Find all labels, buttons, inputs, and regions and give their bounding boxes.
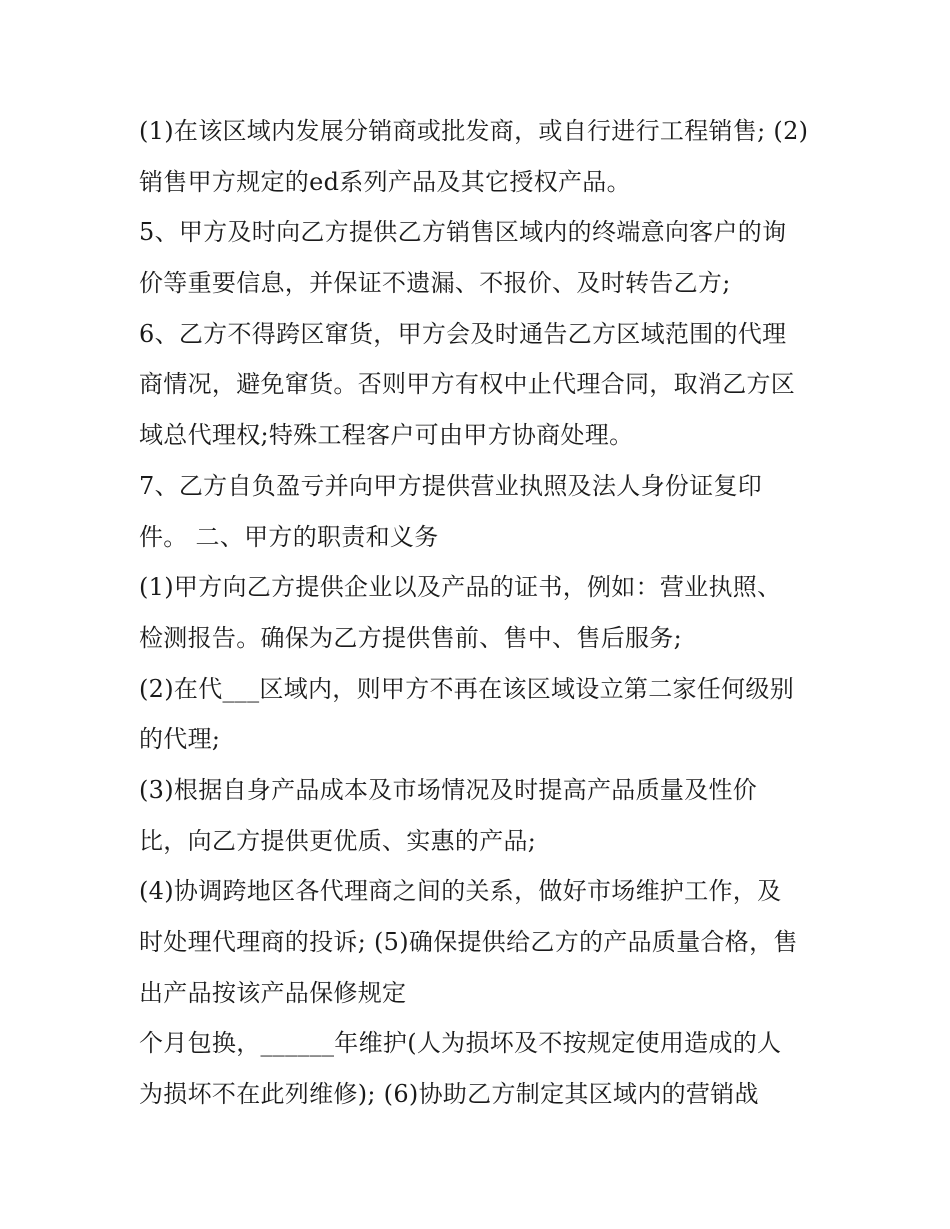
- text-line: (3)根据自身产品成本及市场情况及时提高产品质量及性价: [139, 775, 758, 804]
- text-line: 检测报告。确保为乙方提供售前、售中、售后服务;: [139, 623, 682, 652]
- text-line: 7、乙方自负盈亏并向甲方提供营业执照及法人身份证复印: [139, 471, 763, 500]
- text-line: (4)协调跨地区各代理商之间的关系，做好市场维护工作，及: [139, 877, 782, 906]
- text-line: 件。 二、甲方的职责和义务: [139, 522, 439, 551]
- text-line: 为损坏不在此列维修); (6)协助乙方制定其区域内的营销战: [139, 1080, 759, 1109]
- text-line: (1)甲方向乙方提供企业以及产品的证书，例如：营业执照、: [139, 573, 782, 602]
- text-line: 商情况，避免窜货。否则甲方有权中止代理合同，取消乙方区: [139, 370, 796, 399]
- text-line: 时处理代理商的投诉; (5)确保提供给乙方的产品质量合格，售: [139, 928, 798, 956]
- text-line: 销售甲方规定的ed系列产品及其它授权产品。: [139, 167, 631, 196]
- text-line: (2)在代___区域内，则甲方不再在该区域设立第二家任何级别: [139, 674, 794, 703]
- text-line: 域总代理权;特殊工程客户可由甲方协商处理。: [139, 421, 634, 450]
- text-line: 出产品按该产品保修规定: [139, 978, 407, 1007]
- text-line: 比，向乙方提供更优质、实惠的产品;: [139, 826, 537, 855]
- text-line: 5、甲方及时向乙方提供乙方销售区域内的终端意向客户的询: [139, 218, 787, 247]
- text-line: 个月包换，______年维护(人为损坏及不按规定使用造成的人: [139, 1029, 782, 1058]
- text-line: 6、乙方不得跨区窜货，甲方会及时通告乙方区域范围的代理: [139, 319, 787, 348]
- document-body: [139, 106, 829, 1120]
- text-line: 价等重要信息，并保证不遗漏、不报价、及时转告乙方;: [139, 269, 731, 298]
- text-line: 的代理;: [139, 725, 221, 754]
- text-line: (1)在该区域内发展分销商或批发商，或自行进行工程销售; (2): [139, 117, 809, 145]
